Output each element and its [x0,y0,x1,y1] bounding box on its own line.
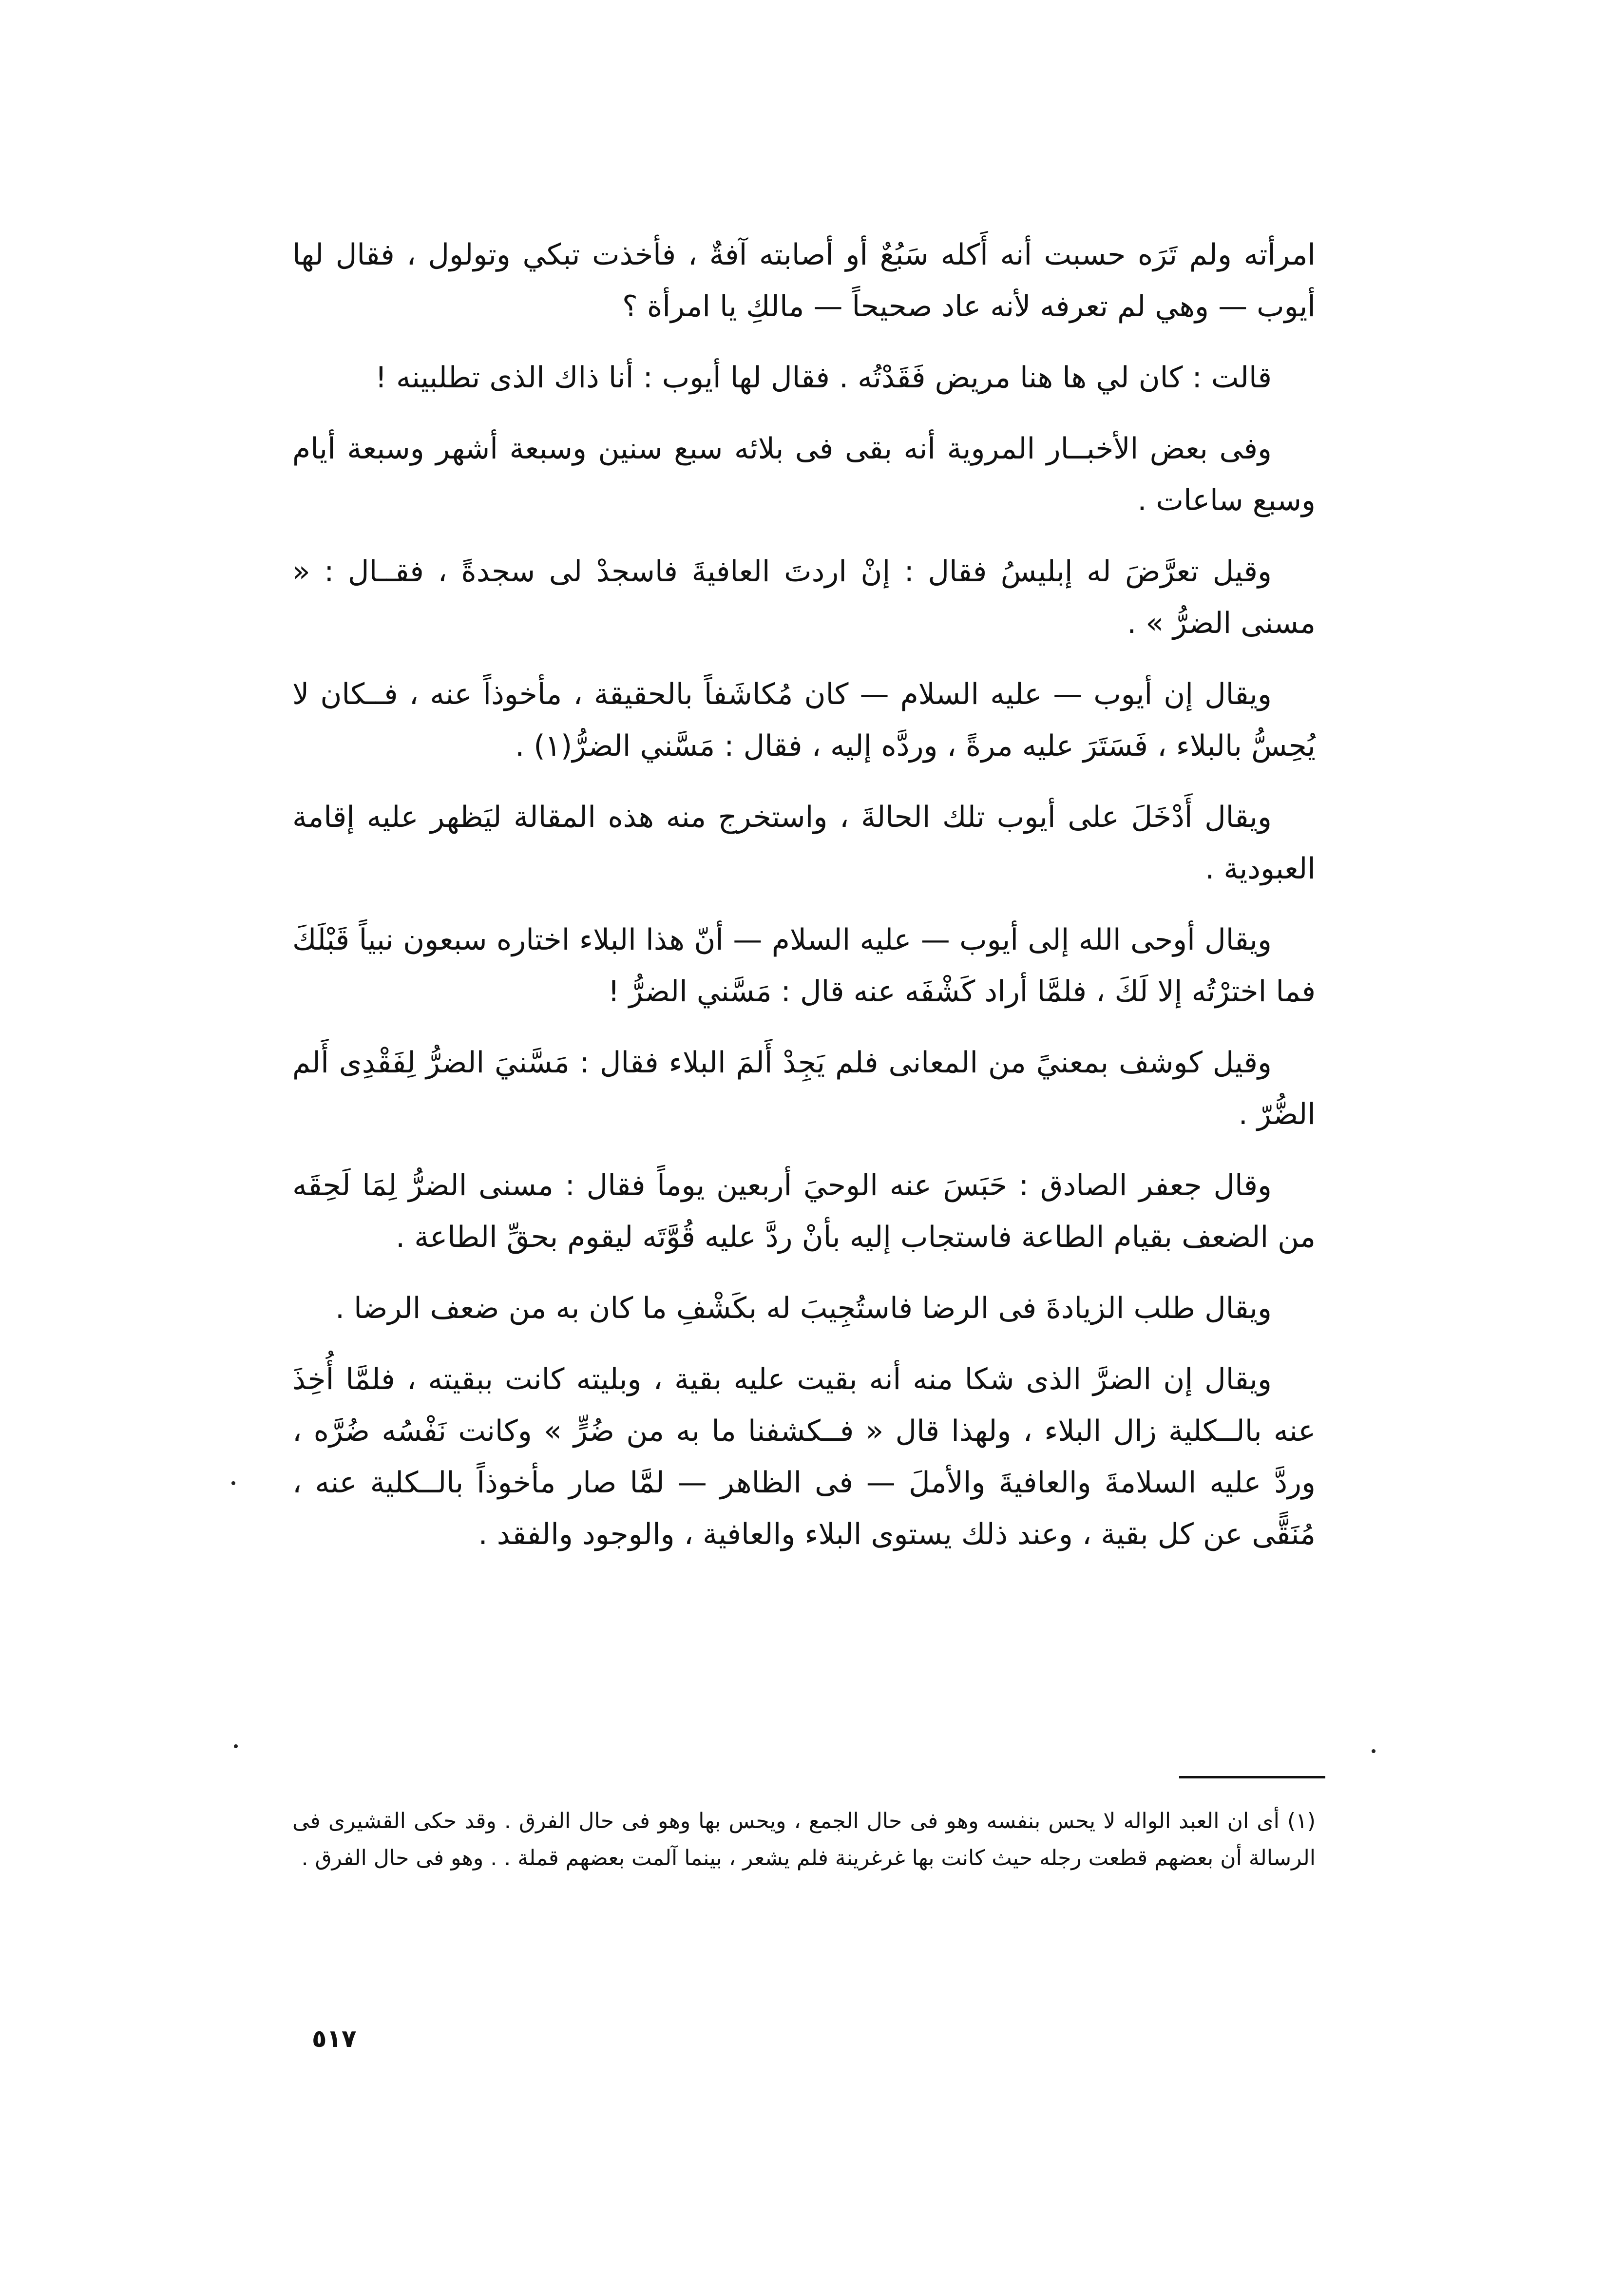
paragraph: وقيل تعرَّضَ له إبليسُ فقال : إنْ اردتَ العافيةَ فاسجدْ لى سجدةً ، فقــال : « مسنى الضرُّ » . [292,554,1316,640]
paragraph: ويقال أوحى الله إلى أيوب — عليه السلام — أنّ هذا البلاء اختاره سبعون نبياً قَبْلَكَ فما اخترْتُه إلا لَكَ ، فلمَّا أراد كَشْفَه عنه قال : مَسَّني الضرُّ ! [292,923,1316,1009]
footnote-separator [1179,1776,1325,1778]
paragraph: وقال جعفر الصادق : حَبَسَ عنه الوحيَ أربعين يوماً فقال : مسنى الضرُّ لِمَا لَحِقَه من الضعف بقيام الطاعة فاستجاب إليه بأنْ ردَّ عليه قُوَّتَه ليقوم بحقِّ الطاعة . [292,1168,1316,1254]
main-text [292,229,1316,1580]
paragraph: امرأته ولم تَرَه حسبت أنه أَكله سَبُعٌ أو أصابته آفةٌ ، فأخذت تبكي وتولول ، فقال لها أيوب — وهي لم تعرفه لأنه عاد صحيحاً — مالكِ يا امرأة ؟ [292,238,1316,324]
footnotes [292,1803,1316,1877]
scan-speck [234,1744,238,1748]
footnote: (١) أى ان العبد الواله لا يحس بنفسه وهو فى حال الجمع ، ويحس بها وهو فى حال الفرق . وقد حكى القشيرى فى الرسالة أن بعضهم قطعت رجله حيث كانت بها غرغرينة فلم يشعر ، بينما آلمت بعضهم قملة . . وهو فى حال الفرق . [292,1809,1316,1871]
paragraph: ويقال إن أيوب — عليه السلام — كان مُكاشَفاً بالحقيقة ، مأخوذاً عنه ، فــكان لا يُحِسُّ بالبلاء ، فَسَتَرَ عليه مرةً ، وردَّه إليه ، فقال : مَسَّني الضرُّ(١) . [292,677,1316,763]
paragraph: ويقال طلب الزيادةَ فى الرضا فاستُجِيبَ له بكَشْفِ ما كان به من ضعف الرضا . [335,1291,1272,1325]
scan-speck [1372,1749,1376,1753]
page-number: ٥١٧ [312,2024,357,2053]
paragraph: ويقال إن الضرَّ الذى شكا منه أنه بقيت عليه بقية ، وبليته كانت ببقيته ، فلمَّا أُخِذَ عنه بالــكلية زال البلاء ، ولهذا قال « فــكشفنا ما به من ضُرٍّ » وكانت نَفْسُه ضُرَّه ، وردَّ عليه السلامةَ والعافيةَ والأملَ — فى الظاهر — لمَّا صار مأخوذاً بالــكلية عنه ، مُنَقًّى عن كل بقية ، وعند ذلك يستوى البلاء والعافية ، والوجود والفقد . [292,1362,1316,1551]
paragraph: وقيل كوشف بمعنيً من المعانى فلم يَجِدْ أَلمَ البلاء فقال : مَسَّنيَ الضرُّ لِفَقْدِى أَلم الضُّرّ . [292,1046,1316,1131]
scan-speck [231,1481,235,1485]
paragraph: قالت : كان لي ها هنا مريض فَقَدْتُه . فقال لها أيوب : أنا ذاك الذى تطلبينه ! [375,361,1272,395]
paragraph: وفى بعض الأخبــار المروية أنه بقى فى بلائه سبع سنين وسبعة أشهر وسبعة أيام وسبع ساعات . [292,432,1316,517]
paragraph: ويقال أَدْخَلَ على أيوب تلك الحالةَ ، واستخرج منه هذه المقالة ليَظهر عليه إقامة العبودية . [292,800,1316,886]
